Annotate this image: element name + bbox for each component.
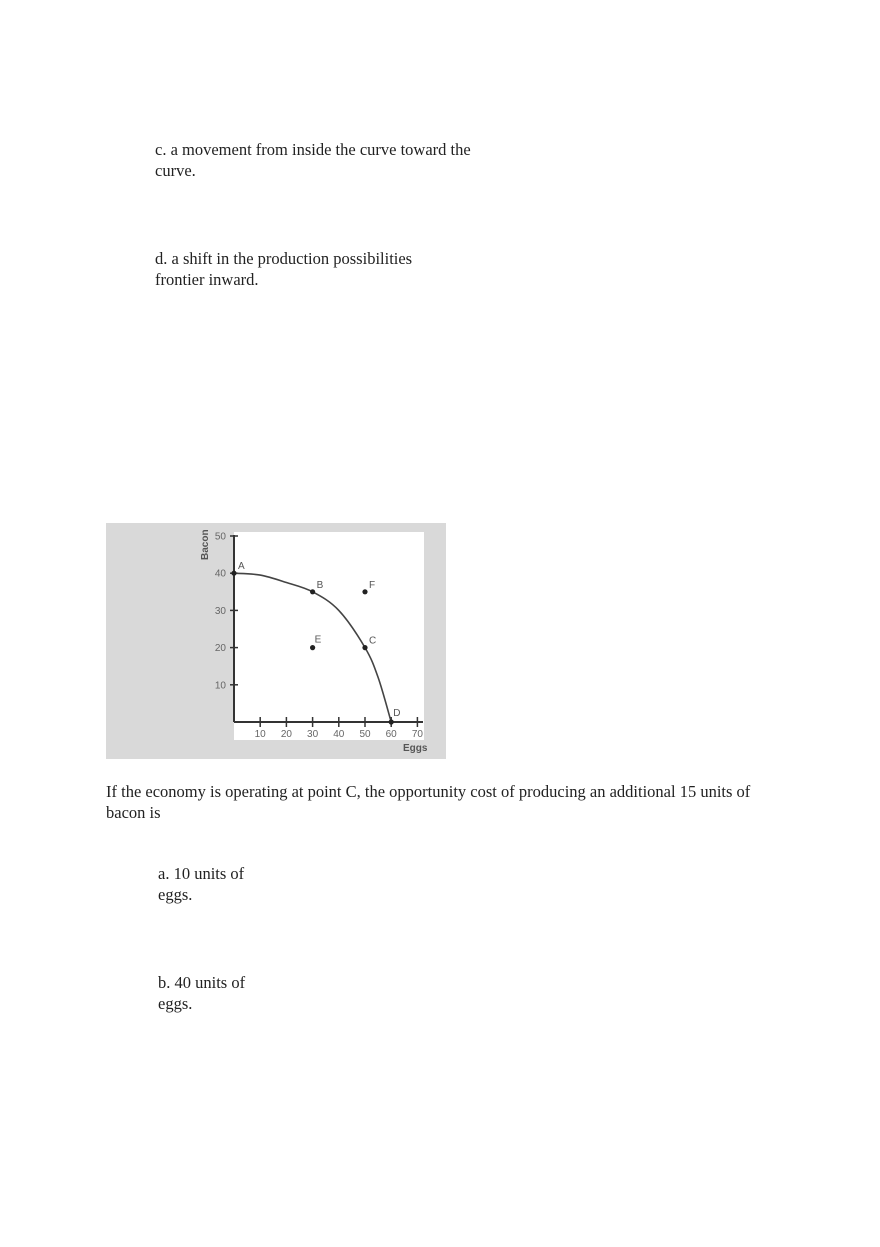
y-tick-label: 10 [214, 680, 226, 692]
x-axis-label: Eggs [403, 743, 428, 754]
answer-b-text: b. 40 units of eggs. [158, 973, 246, 1013]
answer-a-text: a. 10 units of eggs. [158, 864, 245, 904]
option-c-text: c. a movement from inside the curve toward the curve. [155, 140, 471, 180]
x-tick-label: 30 [307, 729, 319, 740]
y-tick-label: 40 [214, 568, 226, 580]
y-tick-label: 30 [214, 605, 226, 617]
point-e [310, 645, 315, 650]
point-label-f: F [369, 579, 376, 591]
y-tick-label: 50 [214, 531, 226, 543]
point-f [362, 589, 367, 594]
point-label-c: C [369, 635, 377, 647]
option-d-text: d. a shift in the production possibilities frontier inward. [155, 249, 413, 289]
y-tick-label: 20 [214, 643, 226, 655]
x-tick-label: 40 [333, 729, 345, 740]
x-tick-label: 70 [411, 729, 423, 740]
point-label-a: A [238, 561, 245, 573]
point-b [310, 589, 315, 594]
y-axis-label: Bacon [200, 529, 211, 560]
x-tick-label: 10 [254, 729, 266, 740]
ppf-chart [106, 523, 446, 759]
point-d [389, 719, 394, 724]
x-tick-label: 20 [280, 729, 292, 740]
question-text: If the economy is operating at point C, the opportunity cost of producing an additional 15 units of bacon is [106, 782, 751, 822]
point-c [362, 645, 367, 650]
point-label-e: E [314, 634, 322, 646]
x-tick-label: 60 [385, 729, 397, 740]
point-label-b: B [316, 579, 324, 591]
point-a [231, 571, 236, 576]
ppf-chart-figure [106, 523, 446, 759]
x-tick-label: 50 [359, 729, 371, 740]
point-label-d: D [393, 708, 401, 719]
